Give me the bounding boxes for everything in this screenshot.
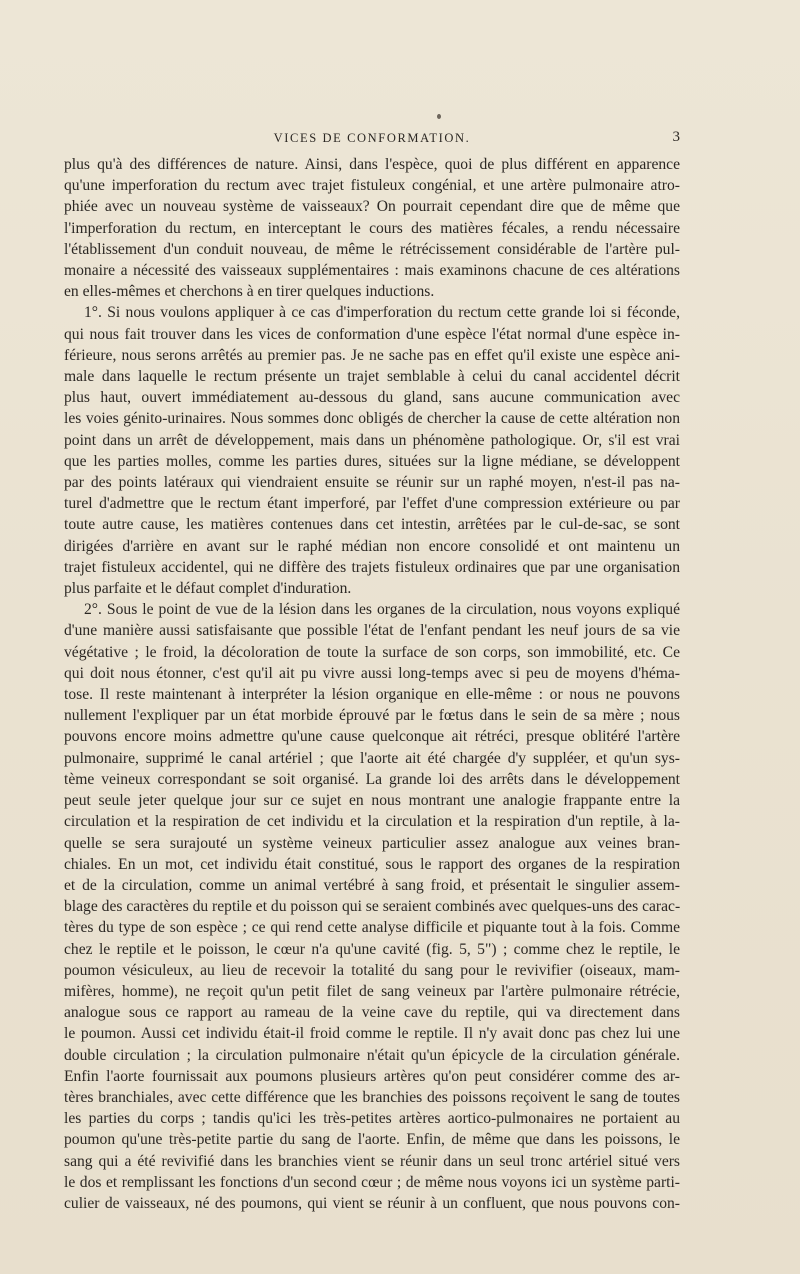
text-line: trajet fistuleux accidentel, qui ne diffère des trajets fistuleux ordinaires que par une organisation [64, 558, 680, 576]
text-line: l'établissement d'un conduit nouveau, de même le rétrécissement considérable de l'artère pul- [64, 240, 680, 258]
text-line: tose. Il reste maintenant à interpréter la lésion organique en elle-même : or nous ne pouvons [64, 686, 680, 704]
text-line: les parties du corps ; tandis qu'ici les très-petites artères aortico-pulmonaires ne portaient au [64, 1110, 680, 1128]
text-line: les voies génito-urinaires. Nous sommes donc obligés de chercher la cause de cette altération non [64, 410, 680, 428]
running-title: VICES DE CONFORMATION. [273, 131, 471, 145]
text-line: que les parties molles, comme les parties dures, situées sur la ligne médiane, se développent [64, 452, 680, 470]
text-line: 1°. Si nous voulons appliquer à ce cas d'imperforation du rectum cette grande loi si féconde, [84, 304, 680, 322]
body-text [64, 154, 680, 1214]
text-line: male dans laquelle le rectum présente un trajet semblable à celui du canal accidentel décrit [64, 368, 680, 386]
text-line: turel d'admettre que le rectum étant imperforé, par l'effet d'une compression extérieure ou par [64, 495, 680, 513]
text-line: plus qu'à des différences de nature. Ainsi, dans l'espèce, quoi de plus différent en apparence [64, 156, 680, 173]
page-header [64, 131, 680, 149]
text-line: férieure, nous serons arrêtés au premier pas. Je ne sache pas en effet qu'il existe une espèce ani- [64, 346, 680, 364]
text-line: d'une manière aussi satisfaisante que possible l'état de l'enfant pendant les neuf jours de sa vie [64, 622, 680, 640]
text-line: phiée avec un nouveau système de vaisseaux? On pourrait cependant dire que de même que [64, 198, 680, 216]
text-line: tères du type de son espèce ; ce qui rend cette analyse difficile et piquante tout à la fois. Comme [64, 919, 680, 937]
text-line: quelle se sera surajouté un système veineux particulier assez analogue aux veines bran- [64, 834, 680, 852]
text-line: peut seule jeter quelque jour sur ce sujet en nous montrant une analogie frappante entre la [64, 792, 680, 810]
text-line: plus parfaite et le défaut complet d'induration. [64, 580, 352, 598]
text-line: toute autre cause, les matières contenues dans cet intestin, arrêtées par le cul-de-sac, se sont [64, 516, 680, 534]
text-line: qui nous fait trouver dans les vices de conformation d'une espèce l'état normal d'une espèce in- [64, 325, 680, 343]
text-line: tères branchiales, avec cette différence que les branchies des poissons reçoivent le sang de toutes [64, 1088, 680, 1106]
text-line: double circulation ; la circulation pulmonaire n'était qu'un épicycle de la circulation générale. [64, 1046, 680, 1064]
text-line: culier de vaisseaux, né des poumons, qui vient se réunir à un confluent, que nous pouvons con- [64, 1194, 680, 1212]
page-number: 3 [672, 129, 680, 145]
text-line: qu'une imperforation du rectum avec trajet fistuleux congénial, et une artère pulmonaire atro- [64, 177, 680, 195]
text-line: par des points latéraux qui viendraient ensuite se réunir sur un raphé moyen, n'est-il pas na- [64, 474, 680, 492]
text-line: le dos et remplissant les fonctions d'un second cœur ; de même nous voyons ici un système parti- [64, 1173, 680, 1191]
text-line: l'imperforation du rectum, en interceptant le cours des matières fécales, a rendu nécessaire [64, 219, 680, 237]
text-line: 2°. Sous le point de vue de la lésion dans les organes de la circulation, nous voyons expliqué [84, 601, 680, 619]
text-line: point dans un arrêt de développement, mais dans un phénomène pathologique. Or, s'il est vrai [64, 431, 680, 449]
text-line: dirigées d'arrière en avant sur le raphé médian non encore consolidé et ont maintenu un [64, 537, 680, 555]
text-line: pulmonaire, supprimé le canal artériel ; que l'aorte ait été chargée d'y suppléer, et qu'un sys- [64, 749, 680, 767]
text-line: monaire a nécessité des vaisseaux supplémentaires : mais examinons chacune de ces altérations [64, 262, 680, 280]
text-line: poumon qu'une très-petite partie du sang de l'aorte. Enfin, de même que dans les poissons, le [64, 1131, 680, 1149]
text-line: plus haut, ouvert immédiatement au-dessous du gland, sans aucune communication avec [64, 389, 680, 407]
text-line: sang qui a été revivifié dans les branchies vient se réunir dans un seul tronc artériel situé vers [64, 1152, 680, 1170]
text-line: nullement l'expliquer par un état morbide éprouvé par le fœtus dans le sein de sa mère ; nous [64, 707, 680, 725]
text-line: poumon vésiculeux, au lieu de recevoir la totalité du sang pour le revivifier (oiseaux, mam- [64, 961, 680, 979]
text-line: en elles-mêmes et cherchons à en tirer quelques inductions. [64, 283, 435, 301]
text-line: analogue sous ce rapport au rameau de la veine cave du reptile, qui va directement dans [64, 1004, 680, 1022]
text-line: mifères, homme), ne reçoit qu'un petit filet de sang veineux par l'artère pulmonaire rétrécie, [64, 982, 680, 1000]
text-line: végétative ; le froid, la décoloration de toute la surface de son corps, son immobilité, etc. Ce [64, 643, 680, 661]
text-line: circulation et la respiration de cet individu et la circulation et la respiration d'un reptile, à la- [64, 813, 680, 831]
text-line: et de la circulation, comme un animal vertébré à sang froid, et présentait le singulier assem- [64, 876, 680, 894]
text-line: pouvons encore moins admettre qu'une cause quelconque ait rétréci, presque oblitéré l'artère [64, 728, 680, 746]
text-line: chez le reptile et le poisson, le cœur n'a qu'une cavité (fig. 5, 5") ; comme chez le reptile, le [64, 940, 680, 958]
ink-spot [437, 114, 441, 119]
text-line: chiales. En un mot, cet individu était constitué, sous le rapport des organes de la respiration [64, 855, 680, 873]
text-line: tème veineux correspondant se soit organisé. La grande loi des arrêts dans le développement [64, 770, 680, 788]
text-line: blage des caractères du reptile et du poisson qui se seraient combinés avec quelques-uns des carac- [64, 898, 681, 916]
text-line: Enfin l'aorte fournissait aux poumons plusieurs artères qu'on peut considérer comme des ar- [64, 1067, 680, 1085]
text-line: qui doit nous étonner, c'est qu'il ait pu vivre aussi long-temps avec si peu de moyens d'héma- [64, 664, 680, 682]
text-line: le poumon. Aussi cet individu était-il froid comme le reptile. Il n'y avait donc pas chez lui une [64, 1025, 680, 1043]
